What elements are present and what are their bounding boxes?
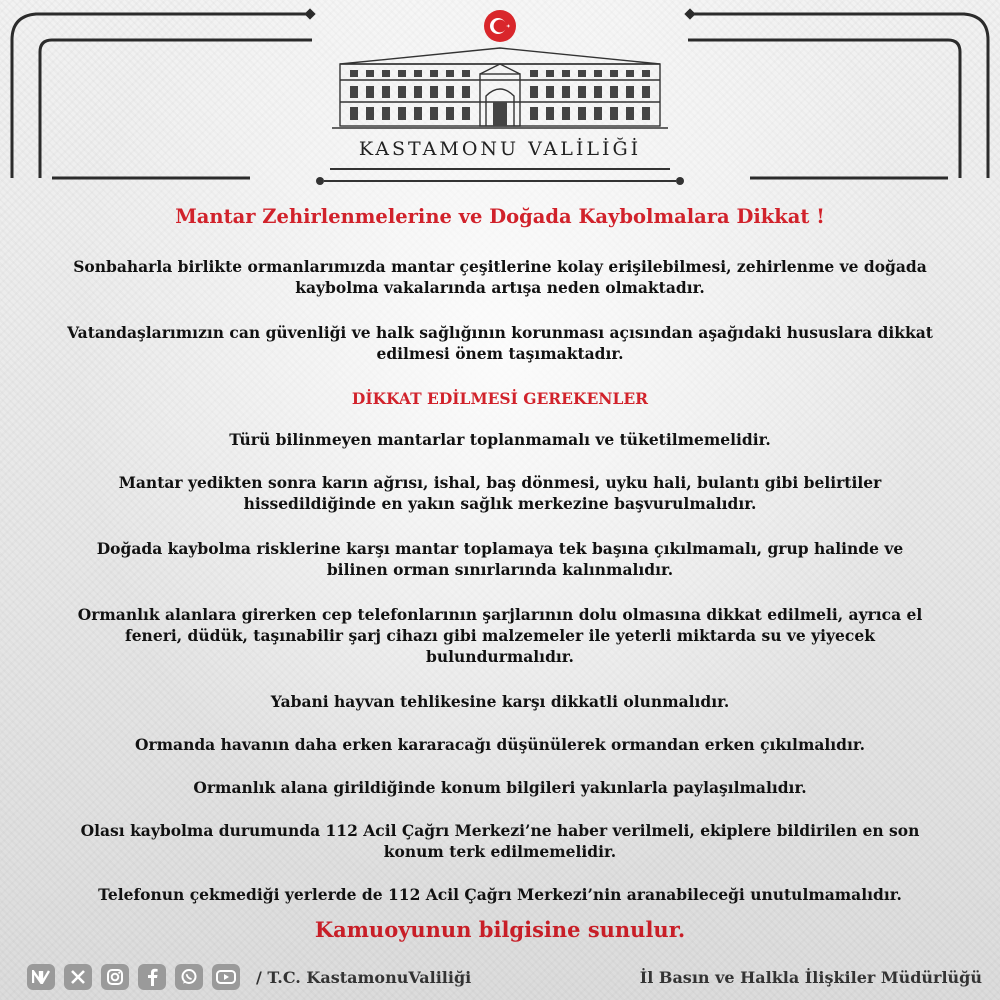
- intro-paragraph-2: [30, 322, 970, 364]
- closing-statement: Kamuoyunun bilgisine sunulur.: [314, 917, 686, 942]
- nsosyal-icon[interactable]: [27, 964, 55, 990]
- instagram-icon[interactable]: [101, 964, 129, 990]
- social-handle: / T.C. KastamonuValiliği: [256, 968, 472, 987]
- list-item: Telefonun çekmediği yerlerde de 112 Acil Çağrı Merkezi’nin aranabileceği unutulmamalıdır.: [98, 885, 902, 904]
- turkish-flag-icon: [484, 10, 516, 42]
- list-item: Ormanlık alanlara girerken cep telefonlarının şarjlarının dolu olmasına dikkat edilmeli, ayrıca el feneri, düdük, taşınabilir şarj cihazı gibi malzemeler ile yeterli miktarda su ve yiyecek bulundurmalıdır.: [77, 605, 923, 666]
- section-subheading: DİKKAT EDİLMESİ GEREKENLER: [351, 389, 649, 408]
- list-item: Olası kaybolma durumunda 112 Acil Çağrı Merkezi’ne haber verilmeli, ekiplere bildirilen en son konum terk edilmemelidir.: [80, 821, 920, 861]
- list-item: Ormanlık alana girildiğinde konum bilgileri yakınlarla paylaşılmalıdır.: [193, 778, 807, 797]
- facebook-icon[interactable]: [138, 964, 166, 990]
- list-item: Türü bilinmeyen mantarlar toplanmamalı ve tüketilmemelidir.: [229, 430, 771, 449]
- org-name: KASTAMONU VALİLİĞİ: [358, 138, 642, 160]
- intro-paragraph-1: [30, 256, 970, 298]
- announcement-body: [30, 200, 970, 945]
- intro-1-line-2: kaybolma vakalarında artışa neden olmaktadır.: [295, 278, 705, 297]
- document-title: Mantar Zehirlenmelerine ve Doğada Kaybolmalara Dikkat !: [175, 205, 825, 228]
- whatsapp-icon[interactable]: [175, 964, 203, 990]
- department-name: İl Basın ve Halkla İlişkiler Müdürlüğü: [639, 968, 982, 987]
- youtube-icon[interactable]: [212, 964, 240, 990]
- social-links: [27, 964, 240, 990]
- intro-2-line-1: Vatandaşlarımızın can güvenliği ve halk sağlığının korunması açısından aşağıdaki hususlara dikkat: [67, 323, 933, 342]
- intro-1-line-1: Sonbaharla birlikte ormanlarımızda mantar çeşitlerine kolay erişilebilmesi, zehirlenme ve doğada: [73, 257, 927, 276]
- x-icon[interactable]: [64, 964, 92, 990]
- ornamental-divider: [310, 163, 690, 187]
- intro-2-line-2: edilmesi önem taşımaktadır.: [376, 344, 624, 363]
- list-item: Mantar yedikten sonra karın ağrısı, ishal, baş dönmesi, uyku hali, bulantı gibi belirtiler hissedildiğinde en yakın sağlık merkezine başvurulmalıdır.: [118, 473, 882, 513]
- list-item: Doğada kaybolma risklerine karşı mantar toplamaya tek başına çıkılmamalı, grup halinde ve bilinen orman sınırlarında kalınmalıdır.: [96, 539, 904, 579]
- government-building-illustration: [330, 44, 670, 136]
- list-item: Yabani hayvan tehlikesine karşı dikkatli olunmalıdır.: [270, 692, 730, 711]
- list-item: Ormanda havanın daha erken kararacağı düşünülerek ormandan erken çıkılmalıdır.: [134, 735, 866, 754]
- footer: [0, 960, 1000, 994]
